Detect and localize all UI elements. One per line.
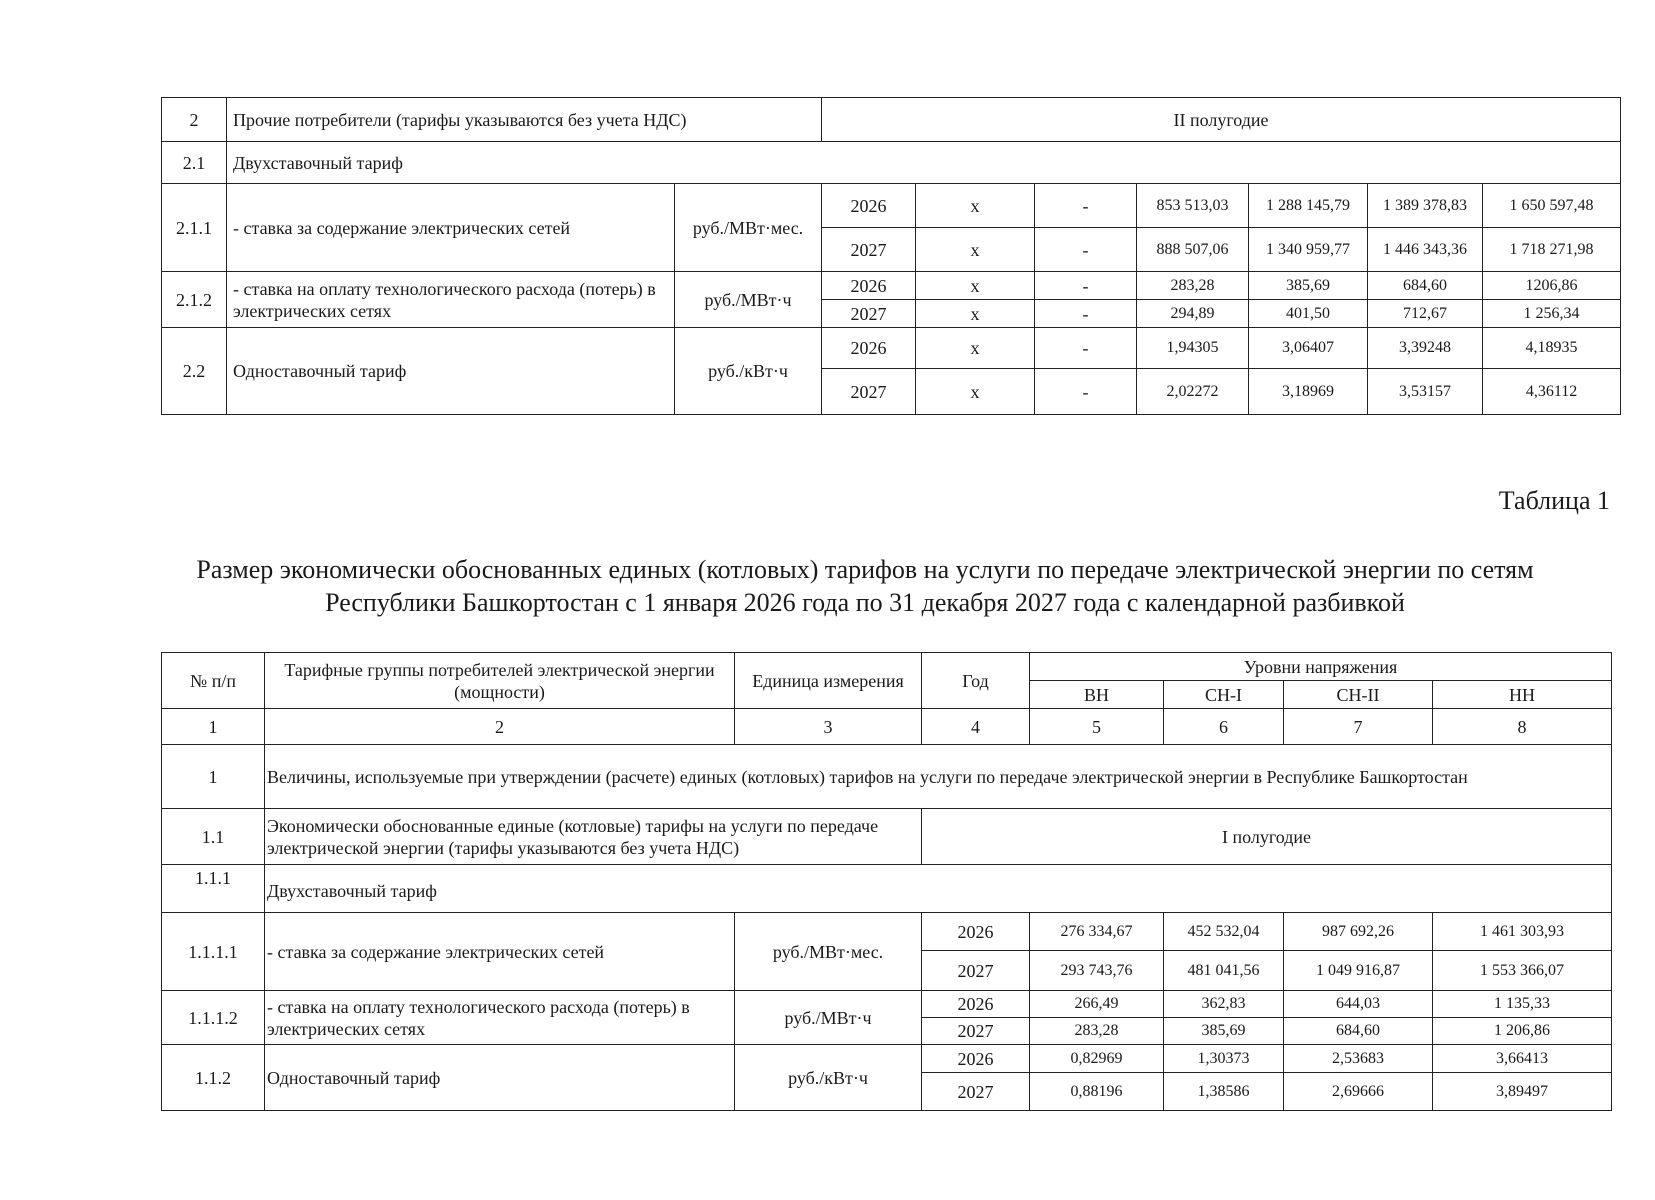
value-cell: 2,02272 [1137,369,1249,415]
year-cell: 2027 [822,228,916,272]
table-row [162,809,1612,865]
row-label: Величины, используемые при утверждении (расчете) единых (котловых) тарифов на услуги по передаче электрической энергии в Республике Башкортостан [265,745,1612,809]
title-line: Республики Башкортостан с 1 января 2026 года по 31 декабря 2027 года с календарной разбивкой [325,588,1405,617]
row-label: Экономически обоснованные единые (котловые) тарифы на услуги по передаче электрической энергии (тарифы указываются без учета НДС) [265,809,922,865]
value-cell: 401,50 [1249,300,1368,328]
value-cell: 276 334,67 [1030,913,1164,951]
value-cell: 1,38586 [1164,1073,1284,1111]
row-number: 1 [162,745,265,809]
unit-cell: руб./МВт·ч [675,272,822,328]
dash-cell: - [1035,369,1137,415]
value-cell: 481 041,56 [1164,951,1284,991]
period-label: II полугодие [822,98,1621,142]
unit-cell: руб./МВт·ч [735,991,922,1045]
x-cell: х [916,228,1035,272]
value-cell: 3,53157 [1368,369,1483,415]
column-number: 5 [1030,709,1164,745]
year-cell: 2026 [822,184,916,228]
table-row [162,272,1621,300]
value-cell: 283,28 [1137,272,1249,300]
row-number: 2.2 [162,328,227,415]
table-row [162,142,1621,184]
header-level: ВН [1030,681,1164,709]
header-row [162,653,1612,681]
value-cell: 1 461 303,93 [1433,913,1612,951]
header-level: СН-I [1164,681,1284,709]
row-label: - ставка за содержание электрических сетей [265,913,735,991]
column-number: 4 [922,709,1030,745]
row-label: - ставка на оплату технологического расхода (потерь) в электрических сетях [265,991,735,1045]
value-cell: 452 532,04 [1164,913,1284,951]
dash-cell: - [1035,272,1137,300]
value-cell: 2,53683 [1284,1045,1433,1073]
value-cell: 987 692,26 [1284,913,1433,951]
table-row [162,991,1612,1018]
row-number: 2.1.2 [162,272,227,328]
row-number: 1.1.1 [162,865,265,913]
table-row [162,913,1612,951]
value-cell: 3,18969 [1249,369,1368,415]
column-number: 6 [1164,709,1284,745]
value-cell: 3,66413 [1433,1045,1612,1073]
unit-cell: руб./кВт·ч [675,328,822,415]
year-cell: 2027 [822,300,916,328]
row-label: - ставка за содержание электрических сетей [227,184,675,272]
year-cell: 2027 [822,369,916,415]
unit-cell: руб./МВт·мес. [735,913,922,991]
year-cell: 2026 [922,991,1030,1018]
value-cell: 684,60 [1368,272,1483,300]
value-cell: 1 340 959,77 [1249,228,1368,272]
value-cell: 1 446 343,36 [1368,228,1483,272]
dash-cell: - [1035,228,1137,272]
value-cell: 385,69 [1249,272,1368,300]
row-number: 1.1.1.2 [162,991,265,1045]
value-cell: 3,06407 [1249,328,1368,369]
header-level: НН [1433,681,1612,709]
row-label: Одноставочный тариф [227,328,675,415]
header-year: Год [922,653,1030,709]
unit-cell: руб./МВт·мес. [675,184,822,272]
x-cell: х [916,328,1035,369]
value-cell: 1 650 597,48 [1483,184,1621,228]
header-number: № п/п [162,653,265,709]
value-cell: 1 206,86 [1433,1018,1612,1045]
column-number: 2 [265,709,735,745]
row-label: Прочие потребители (тарифы указываются без учета НДС) [227,98,822,142]
value-cell: 385,69 [1164,1018,1284,1045]
value-cell: 1 135,33 [1433,991,1612,1018]
value-cell: 1 049 916,87 [1284,951,1433,991]
year-cell: 2027 [922,951,1030,991]
year-cell: 2026 [922,913,1030,951]
value-cell: 644,03 [1284,991,1433,1018]
year-cell: 2027 [922,1018,1030,1045]
value-cell: 1 389 378,83 [1368,184,1483,228]
table-row [162,745,1612,809]
value-cell: 1206,86 [1483,272,1621,300]
row-number: 1.1 [162,809,265,865]
value-cell: 1 288 145,79 [1249,184,1368,228]
row-label: Двухставочный тариф [227,142,1621,184]
value-cell: 2,69666 [1284,1073,1433,1111]
value-cell: 0,88196 [1030,1073,1164,1111]
value-cell: 4,36112 [1483,369,1621,415]
column-number: 1 [162,709,265,745]
dash-cell: - [1035,328,1137,369]
row-number: 2.1.1 [162,184,227,272]
row-number: 2 [162,98,227,142]
year-cell: 2026 [822,328,916,369]
value-cell: 853 513,03 [1137,184,1249,228]
x-cell: х [916,272,1035,300]
table-row [162,1045,1612,1073]
year-cell: 2026 [922,1045,1030,1073]
value-cell: 283,28 [1030,1018,1164,1045]
header-unit: Единица измерения [735,653,922,709]
table-row [162,184,1621,228]
value-cell: 266,49 [1030,991,1164,1018]
tariff-table-continued [161,97,1621,415]
row-label: Одноставочный тариф [265,1045,735,1111]
title-line: Размер экономически обоснованных единых (котловых) тарифов на услуги по передаче электрической энергии по сетям [196,555,1534,584]
dash-cell: - [1035,300,1137,328]
value-cell: 3,39248 [1368,328,1483,369]
column-number: 3 [735,709,922,745]
column-number: 8 [1433,709,1612,745]
unit-cell: руб./кВт·ч [735,1045,922,1111]
row-label: Двухставочный тариф [265,865,1612,913]
value-cell: 888 507,06 [1137,228,1249,272]
value-cell: 1,30373 [1164,1045,1284,1073]
row-number: 1.1.2 [162,1045,265,1111]
tariff-table-main [161,652,1612,1111]
period-label: I полугодие [922,809,1612,865]
year-cell: 2027 [922,1073,1030,1111]
value-cell: 712,67 [1368,300,1483,328]
table-row [162,328,1621,369]
value-cell: 3,89497 [1433,1073,1612,1111]
header-level: СН-II [1284,681,1433,709]
value-cell: 362,83 [1164,991,1284,1018]
value-cell: 0,82969 [1030,1045,1164,1073]
value-cell: 1 256,34 [1483,300,1621,328]
column-number-row [162,709,1612,745]
value-cell: 293 743,76 [1030,951,1164,991]
x-cell: х [916,184,1035,228]
header-voltage-levels: Уровни напряжения [1030,653,1612,681]
x-cell: х [916,369,1035,415]
value-cell: 1,94305 [1137,328,1249,369]
value-cell: 1 553 366,07 [1433,951,1612,991]
x-cell: х [916,300,1035,328]
row-label: - ставка на оплату технологического расхода (потерь) в электрических сетях [227,272,675,328]
table-row [162,98,1621,142]
year-cell: 2026 [822,272,916,300]
header-group: Тарифные группы потребителей электрической энергии (мощности) [265,653,735,709]
row-number: 1.1.1.1 [162,913,265,991]
value-cell: 1 718 271,98 [1483,228,1621,272]
row-number: 2.1 [162,142,227,184]
value-cell: 294,89 [1137,300,1249,328]
value-cell: 4,18935 [1483,328,1621,369]
table-caption: Таблица 1 [1498,486,1610,515]
document-title [120,553,1610,619]
column-number: 7 [1284,709,1433,745]
value-cell: 684,60 [1284,1018,1433,1045]
table-row [162,865,1612,913]
dash-cell: - [1035,184,1137,228]
